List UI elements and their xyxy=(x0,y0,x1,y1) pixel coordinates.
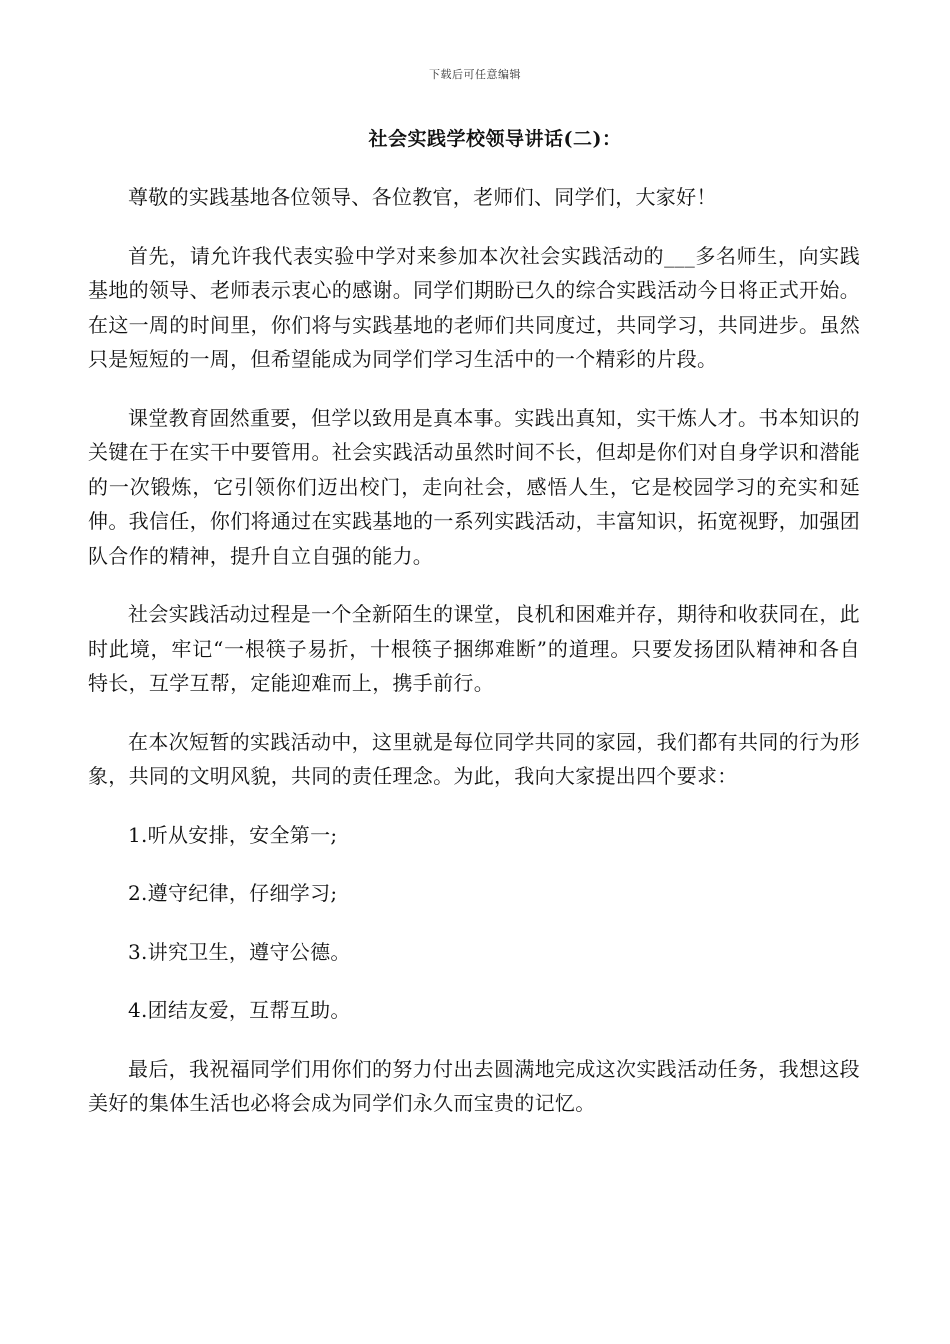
header-note: 下载后可任意编辑 xyxy=(429,68,521,81)
closing-paragraph: 最后，我祝福同学们用你们的努力付出去圆满地完成这次实践活动任务，我想这段美好的集体生活也必将会成为同学们永久而宝贵的记忆。 xyxy=(88,1056,860,1115)
greeting-paragraph: 尊敬的实践基地各位领导、各位教官，老师们、同学们，大家好！ xyxy=(128,185,717,209)
body-paragraph: 首先，请允许我代表实验中学对来参加本次社会实践活动的___多名师生，向实践基地的领导、老师表示衷心的感谢。同学们期盼已久的综合实践活动今日将正式开始。在这一周的时间里，你们将与实践基地的老师们共同度过，共同学习，共同进步。虽然只是短短的一周，但希望能成为同学们学习生活中的一个精彩的片段。 xyxy=(88,243,860,371)
document-title: 社会实践学校领导讲话(二)： xyxy=(368,128,622,150)
requirement-item: 3.讲究卫生，遵守公德。 xyxy=(128,939,351,964)
body-paragraph: 社会实践活动过程是一个全新陌生的课堂，良机和困难并存，期待和收获同在，此时此境，牢记“一根筷子易折，十根筷子捆绑难断”的道理。只要发扬团队精神和各自特长，互学互帮，定能迎难而上，携手前行。 xyxy=(88,602,860,695)
body-paragraph: 在本次短暂的实践活动中，这里就是每位同学共同的家园，我们都有共同的行为形象，共同的文明风貌，共同的责任理念。为此，我向大家提出四个要求： xyxy=(88,729,860,788)
requirement-item: 1.听从安排，安全第一; xyxy=(128,822,338,847)
body-paragraph: 课堂教育固然重要，但学以致用是真本事。实践出真知，实干炼人才。书本知识的关键在于在实干中要管用。社会实践活动虽然时间不长，但却是你们对自身学识和潜能的一次锻炼，它引领你们迈出校门，走向社会，感悟人生，它是校园学习的充实和延伸。我信任，你们将通过在实践基地的一系列实践活动，丰富知识，拓宽视野，加强团队合作的精神，提升自立自强的能力。 xyxy=(88,405,860,568)
requirement-item: 2.遵守纪律，仔细学习; xyxy=(128,881,338,905)
requirement-item: 4.团结友爱，互帮互助。 xyxy=(128,998,351,1022)
document-body xyxy=(88,180,860,1145)
